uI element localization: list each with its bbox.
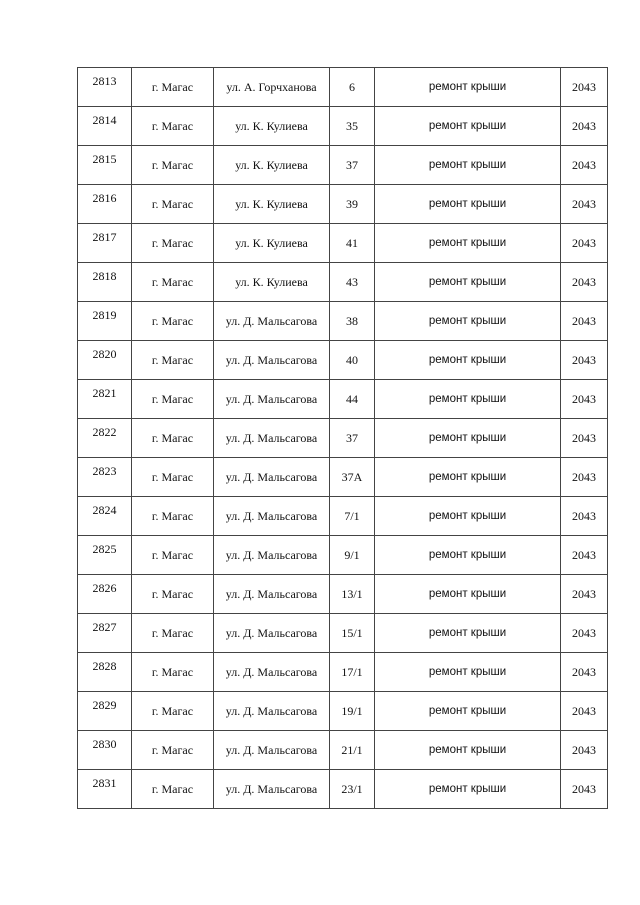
house-number-cell: 39 bbox=[330, 185, 375, 224]
city-cell: г. Магас bbox=[132, 224, 214, 263]
row-number-cell: 2824 bbox=[78, 497, 132, 536]
work-type-cell: ремонт крыши bbox=[375, 614, 561, 653]
house-number-cell: 37А bbox=[330, 458, 375, 497]
house-number-cell: 17/1 bbox=[330, 653, 375, 692]
year-cell: 2043 bbox=[561, 458, 608, 497]
year-cell: 2043 bbox=[561, 185, 608, 224]
city-cell: г. Магас bbox=[132, 185, 214, 224]
work-type-cell: ремонт крыши bbox=[375, 419, 561, 458]
work-type-cell: ремонт крыши bbox=[375, 302, 561, 341]
row-number-cell: 2818 bbox=[78, 263, 132, 302]
row-number-cell: 2821 bbox=[78, 380, 132, 419]
house-number-cell: 35 bbox=[330, 107, 375, 146]
table-row bbox=[78, 185, 608, 224]
street-cell: ул. Д. Мальсагова bbox=[214, 614, 330, 653]
work-type-cell: ремонт крыши bbox=[375, 380, 561, 419]
street-cell: ул. Д. Мальсагова bbox=[214, 692, 330, 731]
street-cell: ул. К. Кулиева bbox=[214, 185, 330, 224]
table-row bbox=[78, 107, 608, 146]
year-cell: 2043 bbox=[561, 614, 608, 653]
year-cell: 2043 bbox=[561, 419, 608, 458]
year-cell: 2043 bbox=[561, 107, 608, 146]
row-number-cell: 2819 bbox=[78, 302, 132, 341]
city-cell: г. Магас bbox=[132, 536, 214, 575]
street-cell: ул. Д. Мальсагова bbox=[214, 419, 330, 458]
row-number-cell: 2829 bbox=[78, 692, 132, 731]
table-row bbox=[78, 770, 608, 809]
year-cell: 2043 bbox=[561, 692, 608, 731]
city-cell: г. Магас bbox=[132, 68, 214, 107]
street-cell: ул. Д. Мальсагова bbox=[214, 341, 330, 380]
work-type-cell: ремонт крыши bbox=[375, 458, 561, 497]
city-cell: г. Магас bbox=[132, 419, 214, 458]
year-cell: 2043 bbox=[561, 731, 608, 770]
work-type-cell: ремонт крыши bbox=[375, 107, 561, 146]
street-cell: ул. К. Кулиева bbox=[214, 263, 330, 302]
row-number-cell: 2813 bbox=[78, 68, 132, 107]
work-type-cell: ремонт крыши bbox=[375, 497, 561, 536]
year-cell: 2043 bbox=[561, 146, 608, 185]
table-row bbox=[78, 380, 608, 419]
house-number-cell: 38 bbox=[330, 302, 375, 341]
house-number-cell: 41 bbox=[330, 224, 375, 263]
city-cell: г. Магас bbox=[132, 146, 214, 185]
year-cell: 2043 bbox=[561, 263, 608, 302]
city-cell: г. Магас bbox=[132, 497, 214, 536]
city-cell: г. Магас bbox=[132, 614, 214, 653]
row-number-cell: 2825 bbox=[78, 536, 132, 575]
house-number-cell: 19/1 bbox=[330, 692, 375, 731]
city-cell: г. Магас bbox=[132, 341, 214, 380]
work-type-cell: ремонт крыши bbox=[375, 341, 561, 380]
table-row bbox=[78, 224, 608, 263]
year-cell: 2043 bbox=[561, 653, 608, 692]
house-number-cell: 23/1 bbox=[330, 770, 375, 809]
table-row bbox=[78, 263, 608, 302]
house-number-cell: 9/1 bbox=[330, 536, 375, 575]
house-number-cell: 44 bbox=[330, 380, 375, 419]
city-cell: г. Магас bbox=[132, 263, 214, 302]
table-row bbox=[78, 653, 608, 692]
row-number-cell: 2822 bbox=[78, 419, 132, 458]
house-number-cell: 6 bbox=[330, 68, 375, 107]
street-cell: ул. Д. Мальсагова bbox=[214, 575, 330, 614]
table-row bbox=[78, 68, 608, 107]
house-number-cell: 37 bbox=[330, 419, 375, 458]
table-row bbox=[78, 614, 608, 653]
table-row bbox=[78, 692, 608, 731]
city-cell: г. Магас bbox=[132, 575, 214, 614]
work-type-cell: ремонт крыши bbox=[375, 653, 561, 692]
row-number-cell: 2817 bbox=[78, 224, 132, 263]
year-cell: 2043 bbox=[561, 575, 608, 614]
table-row bbox=[78, 731, 608, 770]
house-number-cell: 15/1 bbox=[330, 614, 375, 653]
row-number-cell: 2828 bbox=[78, 653, 132, 692]
city-cell: г. Магас bbox=[132, 770, 214, 809]
table-row bbox=[78, 536, 608, 575]
year-cell: 2043 bbox=[561, 497, 608, 536]
city-cell: г. Магас bbox=[132, 653, 214, 692]
year-cell: 2043 bbox=[561, 380, 608, 419]
row-number-cell: 2820 bbox=[78, 341, 132, 380]
year-cell: 2043 bbox=[561, 536, 608, 575]
year-cell: 2043 bbox=[561, 770, 608, 809]
row-number-cell: 2823 bbox=[78, 458, 132, 497]
house-number-cell: 37 bbox=[330, 146, 375, 185]
work-type-cell: ремонт крыши bbox=[375, 185, 561, 224]
street-cell: ул. Д. Мальсагова bbox=[214, 380, 330, 419]
work-type-cell: ремонт крыши bbox=[375, 536, 561, 575]
street-cell: ул. Д. Мальсагова bbox=[214, 731, 330, 770]
city-cell: г. Магас bbox=[132, 302, 214, 341]
table-row bbox=[78, 419, 608, 458]
work-type-cell: ремонт крыши bbox=[375, 224, 561, 263]
street-cell: ул. К. Кулиева bbox=[214, 224, 330, 263]
work-type-cell: ремонт крыши bbox=[375, 68, 561, 107]
table-row bbox=[78, 497, 608, 536]
work-type-cell: ремонт крыши bbox=[375, 575, 561, 614]
city-cell: г. Магас bbox=[132, 692, 214, 731]
house-number-cell: 7/1 bbox=[330, 497, 375, 536]
row-number-cell: 2826 bbox=[78, 575, 132, 614]
street-cell: ул. Д. Мальсагова bbox=[214, 653, 330, 692]
table-row bbox=[78, 341, 608, 380]
street-cell: ул. Д. Мальсагова bbox=[214, 536, 330, 575]
row-number-cell: 2831 bbox=[78, 770, 132, 809]
city-cell: г. Магас bbox=[132, 107, 214, 146]
house-number-cell: 13/1 bbox=[330, 575, 375, 614]
year-cell: 2043 bbox=[561, 224, 608, 263]
house-number-cell: 40 bbox=[330, 341, 375, 380]
work-type-cell: ремонт крыши bbox=[375, 731, 561, 770]
year-cell: 2043 bbox=[561, 302, 608, 341]
street-cell: ул. Д. Мальсагова bbox=[214, 770, 330, 809]
street-cell: ул. Д. Мальсагова bbox=[214, 458, 330, 497]
street-cell: ул. Д. Мальсагова bbox=[214, 497, 330, 536]
house-number-cell: 43 bbox=[330, 263, 375, 302]
table-row bbox=[78, 575, 608, 614]
city-cell: г. Магас bbox=[132, 458, 214, 497]
row-number-cell: 2814 bbox=[78, 107, 132, 146]
street-cell: ул. К. Кулиева bbox=[214, 107, 330, 146]
table-row bbox=[78, 302, 608, 341]
row-number-cell: 2815 bbox=[78, 146, 132, 185]
work-type-cell: ремонт крыши bbox=[375, 263, 561, 302]
work-type-cell: ремонт крыши bbox=[375, 770, 561, 809]
row-number-cell: 2830 bbox=[78, 731, 132, 770]
city-cell: г. Магас bbox=[132, 731, 214, 770]
table-body bbox=[78, 68, 608, 809]
street-cell: ул. А. Горчханова bbox=[214, 68, 330, 107]
year-cell: 2043 bbox=[561, 341, 608, 380]
street-cell: ул. Д. Мальсагова bbox=[214, 302, 330, 341]
work-type-cell: ремонт крыши bbox=[375, 146, 561, 185]
table-row bbox=[78, 146, 608, 185]
city-cell: г. Магас bbox=[132, 380, 214, 419]
work-type-cell: ремонт крыши bbox=[375, 692, 561, 731]
street-cell: ул. К. Кулиева bbox=[214, 146, 330, 185]
repair-schedule-table bbox=[77, 67, 608, 809]
table-row bbox=[78, 458, 608, 497]
year-cell: 2043 bbox=[561, 68, 608, 107]
row-number-cell: 2816 bbox=[78, 185, 132, 224]
row-number-cell: 2827 bbox=[78, 614, 132, 653]
house-number-cell: 21/1 bbox=[330, 731, 375, 770]
